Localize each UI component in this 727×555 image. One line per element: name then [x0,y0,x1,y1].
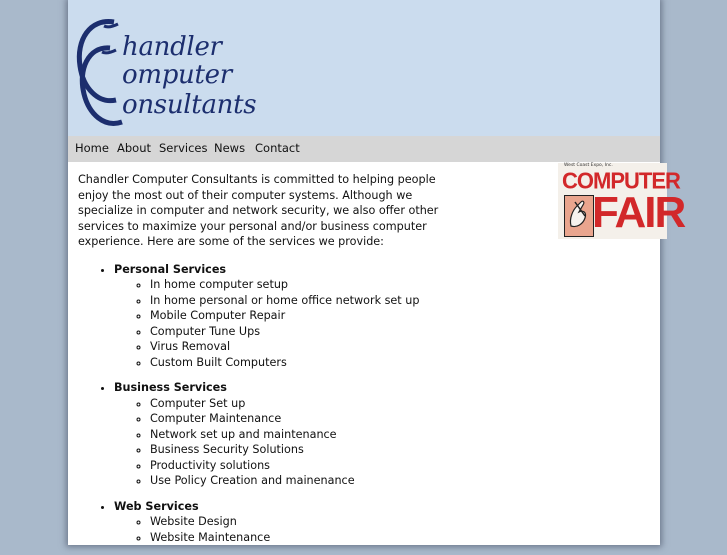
ad-computer-text: COMPUTER [562,167,680,194]
service-item: ◦ Productivity solutions [150,458,458,474]
ad-sponsor-text: West Coast Expo, Inc. [564,163,613,168]
services-list [78,262,458,546]
brand-logo[interactable] [70,10,270,132]
service-category [114,262,458,371]
category-title: Web Services [114,499,199,513]
service-item: ◦ Custom Built Computers [150,355,458,371]
service-item: ◦ Mobile Computer Repair [150,308,458,324]
ad-hand-icon [564,195,594,237]
nav-home[interactable]: Home [75,141,109,155]
service-category [114,380,458,489]
service-item: ◦ Computer Maintenance [150,411,458,427]
nav-contact[interactable]: Contact [255,141,300,155]
service-item: ◦ Network set up and maintenance [150,427,458,443]
nav-about[interactable]: About [117,141,152,155]
service-items [114,396,458,489]
main-nav [68,136,660,162]
intro-paragraph: Chandler Computer Consultants is committed to helping people enjoy the most out of their computer systems. Although we specialize in computer and network security, we also offer other services to maximize your personal and/or business computer experience. Here are some of the services we provide: [78,173,439,248]
service-item: ◦ Website Design [150,514,458,530]
main-content [78,172,458,555]
service-item: ◦ Computer Tune Ups [150,324,458,340]
computer-fair-ad[interactable] [558,163,685,239]
service-category [114,499,458,546]
service-items [114,514,458,545]
category-title: Personal Services [114,262,227,276]
page-container [68,0,660,545]
category-title: Business Services [114,381,227,394]
service-item: ◦ Website Maintenance [150,530,458,546]
site-header [68,0,660,136]
logo-line-2: omputer [122,60,232,90]
ad-fair-text: FAIR [592,188,685,237]
service-items [114,277,458,370]
service-item: ◦ Business Security Solutions [150,442,458,458]
service-item: ◦ In home personal or home office network set up [150,293,458,309]
logo-line-3: onsultants [122,90,257,120]
service-item: ◦ Computer Set up [150,396,458,412]
nav-services[interactable]: Services [159,141,208,155]
logo-line-1: handler [122,32,222,62]
nav-news[interactable]: News [214,141,246,155]
service-item: ◦ In home computer setup [150,277,458,293]
service-item: ◦ Use Policy Creation and mainenance [150,473,458,489]
service-item: ◦ Virus Removal [150,339,458,355]
